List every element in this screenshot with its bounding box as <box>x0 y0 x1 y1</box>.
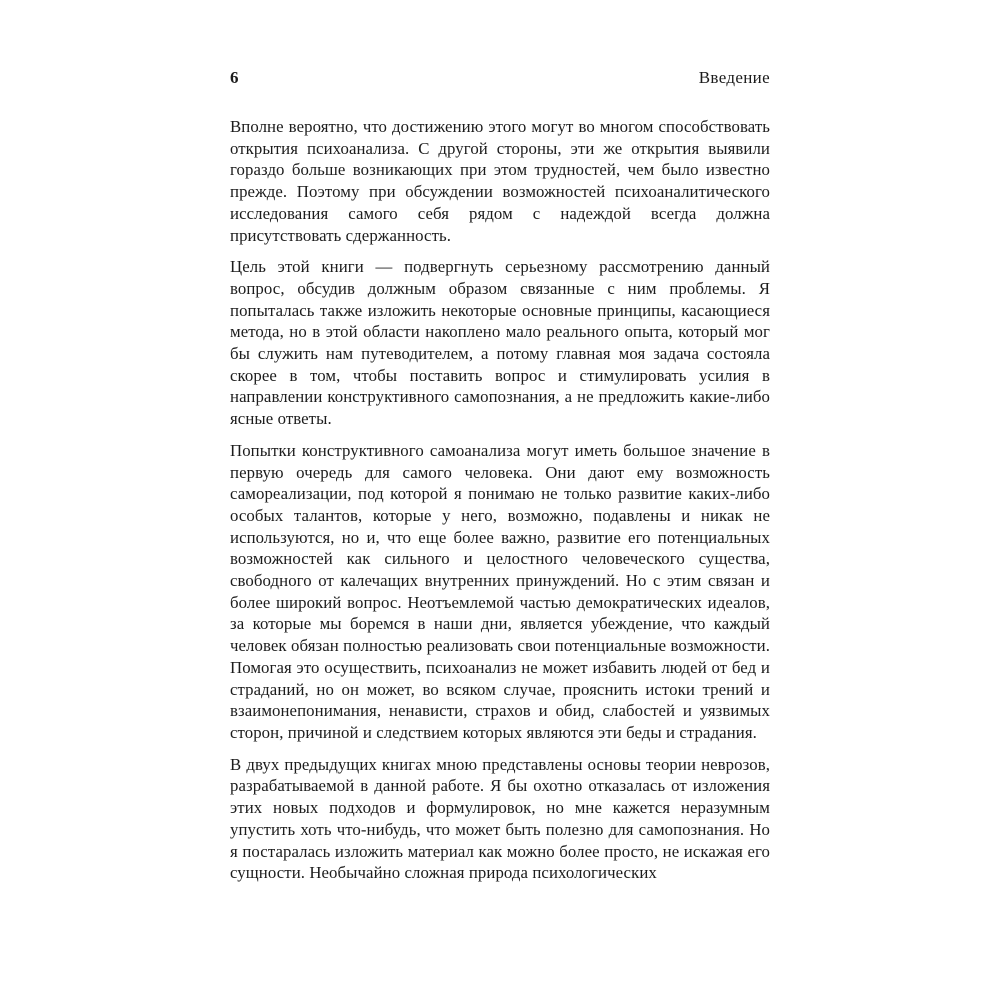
chapter-running-title: Введение <box>698 68 770 87</box>
page-header <box>230 68 770 88</box>
paragraph-2: Цель этой книги — подвергнуть серьезному рассмотрению данный вопрос, обсудив должным образом связанные с ним проблемы. Я попыталась также изложить некоторые основные принципы, касающиеся метода, но в этой области накоплено мало реального опыта, который мог бы служить нам путеводителем, а потому главная моя задача состояла скорее в том, чтобы поставить вопрос и стимулировать усилия в направлении конструктивного самопознания, а не предложить какие-либо ясные ответы. <box>230 257 770 429</box>
paragraph-4: В двух предыдущих книгах мною представлены основы теории неврозов, разрабатываемой в данной работе. Я бы охотно отказалась от изложения этих новых подходов и формулировок, но мне кажется неразумным упустить хоть что-нибудь, что может быть полезно для самопознания. Но я постаралась изложить материал как можно более просто, не искажая его сущности. Необычайно сложная природа психологических <box>230 754 770 883</box>
page-number: 6 <box>230 68 239 87</box>
body-text <box>230 116 770 894</box>
paragraph-1: Вполне вероятно, что достижению этого могут во многом способствовать открытия психоанализа. С другой стороны, эти же открытия выявили гораздо больше возникающих при этом трудностей, чем было известно прежде. Поэтому при обсуждении возможностей психоаналитического исследования самого себя рядом с надеждой всегда должна присутствовать сдержанность. <box>230 117 770 245</box>
paragraph-3: Попытки конструктивного самоанализа могут иметь большое значение в первую очередь для самого человека. Они дают ему возможность самореализации, под которой я понимаю не только развитие каких-либо особых талантов, которые у него, возможно, подавлены и никак не используются, но и, что еще более важно, развитие его потенциальных возможностей как сильного и целостного человеческого существа, свободного от калечащих внутренних принуждений. Но с этим связан и более широкий вопрос. Неотъемлемой частью демократических идеалов, за которые мы боремся в наши дни, является убеждение, что каждый человек обязан полностью реализовать свои потенциальные возможности. Помогая это осуществить, психоанализ не может избавить людей от бед и страданий, но он может, во всяком случае, прояснить истоки трений и взаимонепонимания, ненависти, страхов и обид, слабостей и уязвимых сторон, причиной и следствием которых являются эти беды и страдания. <box>230 440 770 742</box>
